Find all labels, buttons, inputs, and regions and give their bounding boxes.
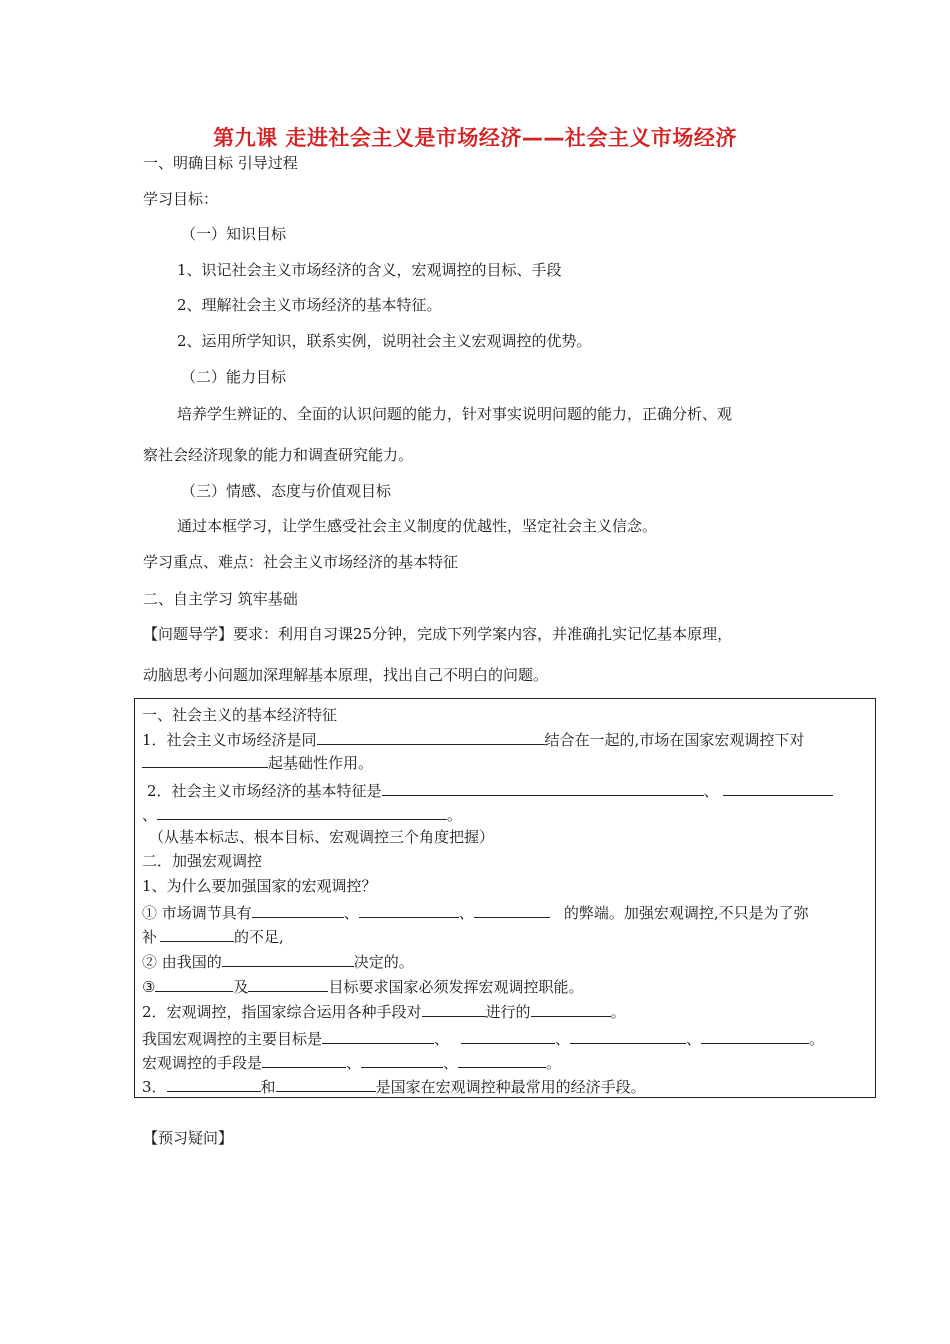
section1-heading: 一、明确目标 引导过程 bbox=[143, 154, 298, 172]
box-line-5: 、 。 bbox=[142, 803, 462, 825]
box-line-12: ③ 及 目标要求国家必须发挥宏观调控职能。 bbox=[142, 975, 583, 997]
blank-line[interactable] bbox=[474, 901, 550, 918]
blank-line[interactable] bbox=[531, 1000, 611, 1017]
blank-line[interactable] bbox=[248, 975, 328, 992]
box-line-2: 1．社会主义市场经济是同 结合在一起的,市场在国家宏观调控下对 bbox=[142, 728, 804, 750]
ability-text: 察社会经济现象的能力和调查研究能力。 bbox=[143, 446, 414, 464]
box-line-11: ② 由我国的 决定的。 bbox=[142, 950, 414, 972]
ability-heading: （二）能力目标 bbox=[181, 368, 287, 386]
preview-label: 【预习疑问】 bbox=[143, 1129, 234, 1147]
goals-label: 学习目标： bbox=[143, 190, 219, 208]
box-line-3: 起基础性作用。 bbox=[142, 751, 373, 773]
blank-line[interactable] bbox=[361, 1051, 443, 1068]
blank-line[interactable] bbox=[422, 1000, 486, 1017]
blank-line[interactable] bbox=[167, 1075, 261, 1092]
box-line-4: 2．社会主义市场经济的基本特征是 、 bbox=[147, 779, 833, 801]
blank-line[interactable] bbox=[160, 925, 234, 942]
box-question: 1、为什么要加强国家的宏观调控？ bbox=[142, 877, 377, 895]
blank-line[interactable] bbox=[276, 1075, 376, 1092]
box-heading-1: 一、社会主义的基本经济特征 bbox=[142, 706, 338, 724]
ability-text: 培养学生辨证的、全面的认识问题的能力，针对事实说明问题的能力，正确分析、观 bbox=[177, 405, 733, 423]
knowledge-item: 2、运用所学知识，联系实例，说明社会主义宏观调控的优势。 bbox=[177, 332, 592, 350]
box-line-16: 3． 和 是国家在宏观调控种最常用的经济手段。 bbox=[142, 1075, 646, 1097]
knowledge-heading: （一）知识目标 bbox=[181, 225, 287, 243]
blank-line[interactable] bbox=[142, 751, 268, 768]
guide-text: 动脑思考小问题加深理解基本原理，找出自己不明白的问题。 bbox=[143, 666, 549, 684]
key-points: 学习重点、难点：社会主义市场经济的基本特征 bbox=[143, 553, 459, 571]
emotion-heading: （三）情感、态度与价值观目标 bbox=[181, 482, 392, 500]
knowledge-item: 2、理解社会主义市场经济的基本特征。 bbox=[177, 296, 442, 314]
box-line-13: 2．宏观调控，指国家综合运用各种手段对 进行的 。 bbox=[142, 1000, 626, 1022]
emotion-text: 通过本框学习，让学生感受社会主义制度的优越性，坚定社会主义信念。 bbox=[177, 517, 658, 535]
blank-line[interactable] bbox=[155, 975, 233, 992]
blank-line[interactable] bbox=[570, 1027, 686, 1044]
page-title: 第九课 走进社会主义是市场经济——社会主义市场经济 bbox=[213, 126, 737, 150]
blank-line[interactable] bbox=[458, 1051, 546, 1068]
worksheet-box bbox=[134, 698, 876, 1098]
box-line-15: 宏观调控的手段是 、 、 。 bbox=[142, 1051, 561, 1073]
blank-line[interactable] bbox=[317, 728, 545, 745]
blank-line[interactable] bbox=[461, 1027, 555, 1044]
section2-heading: 二、自主学习 筑牢基础 bbox=[143, 590, 298, 608]
box-note: （从基本标志、根本目标、宏观调控三个角度把握） bbox=[149, 828, 495, 846]
box-line-9: ① 市场调节具有 、 、 的弊端。加强宏观调控,不只是为了弥 bbox=[142, 901, 809, 923]
knowledge-item: 1、识记社会主义市场经济的含义，宏观调控的目标、手段 bbox=[177, 261, 562, 279]
box-line-14: 我国宏观调控的主要目标是 、 、 、 。 bbox=[142, 1027, 824, 1049]
blank-line[interactable] bbox=[262, 1051, 346, 1068]
blank-line[interactable] bbox=[723, 779, 833, 796]
box-heading-2: 二．加强宏观调控 bbox=[142, 852, 263, 870]
blank-line[interactable] bbox=[701, 1027, 809, 1044]
blank-line[interactable] bbox=[322, 1027, 434, 1044]
blank-line[interactable] bbox=[252, 901, 344, 918]
blank-line[interactable] bbox=[157, 803, 447, 820]
blank-line[interactable] bbox=[359, 901, 459, 918]
guide-text: 【问题导学】要求：利用自习课25分钟，完成下列学案内容，并准确扎实记忆基本原理， bbox=[143, 625, 733, 643]
blank-line[interactable] bbox=[382, 779, 704, 796]
box-line-10: 补 的不足, bbox=[142, 925, 284, 947]
blank-line[interactable] bbox=[222, 950, 354, 967]
